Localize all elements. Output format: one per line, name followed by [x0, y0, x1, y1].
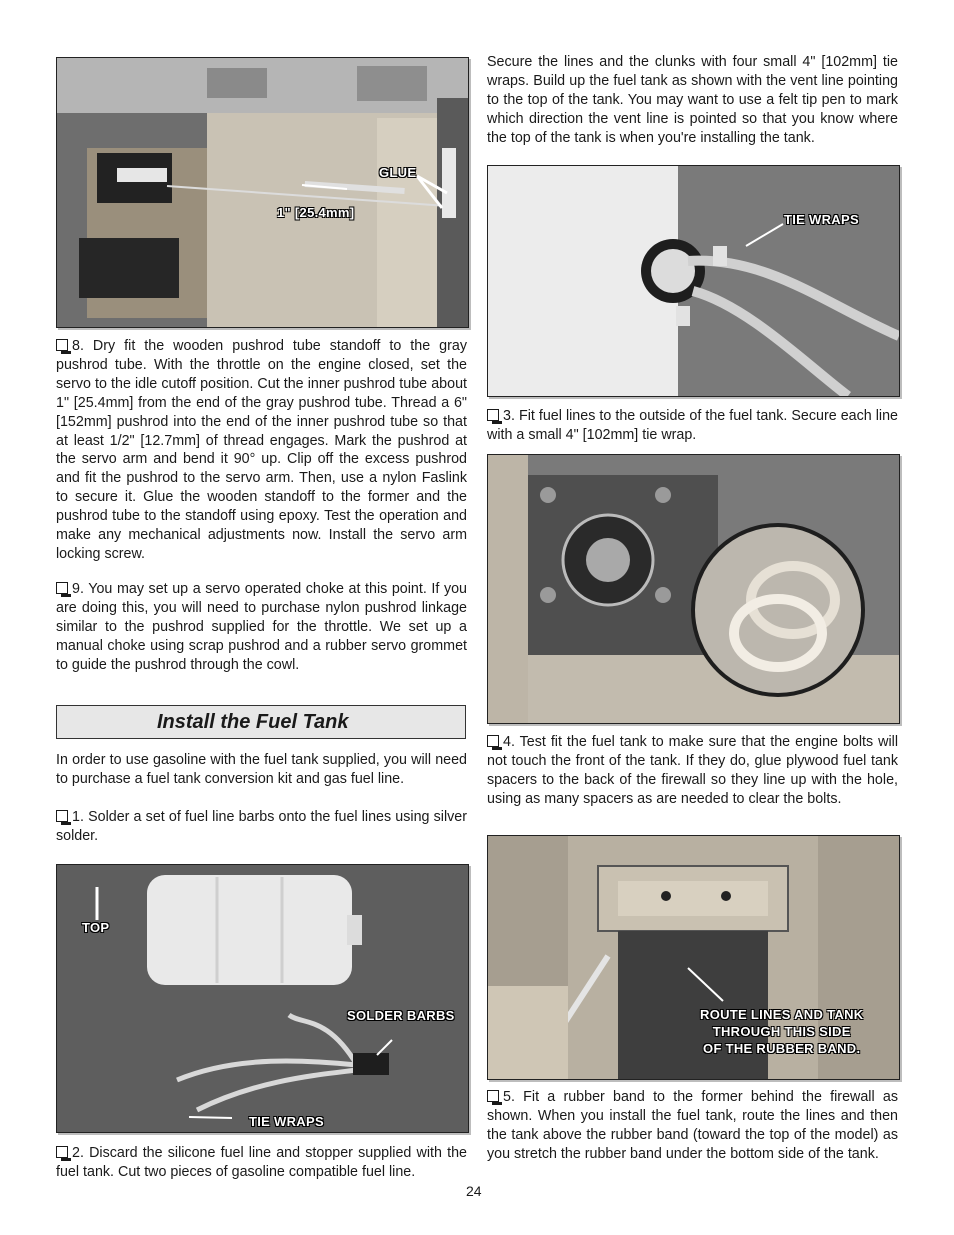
step-3: 3. Fit fuel lines to the outside of the fuel tank. Secure each line with a small 4" [102mm] tie wrap. — [487, 408, 898, 443]
solder-barbs-label: SOLDER BARBS — [347, 1008, 455, 1023]
measure-label: 1" [25.4mm] — [277, 205, 355, 220]
intro-paragraph: In order to use gasoline with the fuel tank supplied, you will need to purchase a fuel tank conversion kit and gas fuel line. — [56, 752, 467, 787]
route-line-3: OF THE RUBBER BAND. — [703, 1041, 861, 1056]
tie-wraps-label: TIE WRAPS — [249, 1114, 324, 1129]
tie-wraps-photo — [487, 165, 900, 397]
section-title: Install the Fuel Tank — [157, 711, 349, 733]
top-label: TOP — [82, 920, 110, 935]
step-2: 2. Discard the silicone fuel line and stopper supplied with the fuel tank. Cut two pieces of gasoline compatible fuel line. — [56, 1145, 467, 1180]
rubber-band-photo — [487, 835, 900, 1080]
step-5: 5. Fit a rubber band to the former behind the firewall as shown. When you install the fuel tank, route the lines and then the tank above the rubber band (toward the top of the model) as you stretch the rubber band under the bottom side of the tank. — [487, 1089, 898, 1162]
checkbox-icon[interactable] — [487, 1090, 499, 1102]
step-8: 8. Dry fit the wooden pushrod tube standoff to the gray pushrod tube. With the throttle on the engine closed, set the servo to the idle cutoff position. Cut the inner pushrod tube about 1" [25.4mm] from the end of the gray pushrod tube. Thread a 6" [152mm] pushrod into the end of the inner pushrod tube so that at least 1/2" [12.7mm] of thread engages. Mark the pushrod at the servo arm and bend it 90° up. Clip off the excess pushrod and fit the pushrod to the servo arm. Then, use a nylon Faslink to secure it. Glue the wooden standoff to the former and the pushrod tube to the standoff using epoxy. Test the operation and make any mechanical adjustments now. Install the servo arm locking screw. — [56, 338, 467, 562]
checkbox-icon[interactable] — [56, 810, 68, 822]
section-heading — [56, 705, 466, 739]
checkbox-icon[interactable] — [487, 735, 499, 747]
step-4: 4. Test fit the fuel tank to make sure that the engine bolts will not touch the front of the tank. If they do, glue plywood fuel tank spacers to the back of the firewall so they line up with the hole, using as many spacers as are needed to clear the bolts. — [487, 734, 898, 807]
fuel-tank-photo — [56, 864, 469, 1133]
step-1: 1. Solder a set of fuel line barbs onto the fuel lines using silver solder. — [56, 809, 467, 844]
route-lines-label — [700, 1006, 863, 1057]
route-line-1: ROUTE LINES AND TANK — [700, 1007, 864, 1022]
checkbox-icon[interactable] — [56, 339, 68, 351]
fuel-tank-spacers-photo — [487, 454, 900, 724]
route-line-2: THROUGH THIS SIDE — [712, 1024, 851, 1039]
continued-paragraph: Secure the lines and the clunks with four small 4" [102mm] tie wraps. Build up the fuel tank as shown with the vent line pointing to the top of the tank. You may want to use a felt tip pen to mark which direction the vent line is pointed so that you know where the top of the tank is when you're installing the tank. — [487, 54, 898, 146]
servo-pushrod-photo — [56, 57, 469, 328]
checkbox-icon[interactable] — [56, 1146, 68, 1158]
checkbox-icon[interactable] — [56, 582, 68, 594]
checkbox-icon[interactable] — [487, 409, 499, 421]
glue-label: GLUE — [379, 165, 417, 180]
page-number: 24 — [466, 1183, 482, 1199]
step-9: 9. You may set up a servo operated choke at this point. If you are doing this, you will need to purchase nylon pushrod linkage similar to the pushrod supplied for the throttle. We set up a manual choke using scrap pushrod and a rubber servo grommet to guide the pushrod through the cowl. — [56, 581, 467, 673]
tie-wraps-label: TIE WRAPS — [784, 212, 859, 227]
